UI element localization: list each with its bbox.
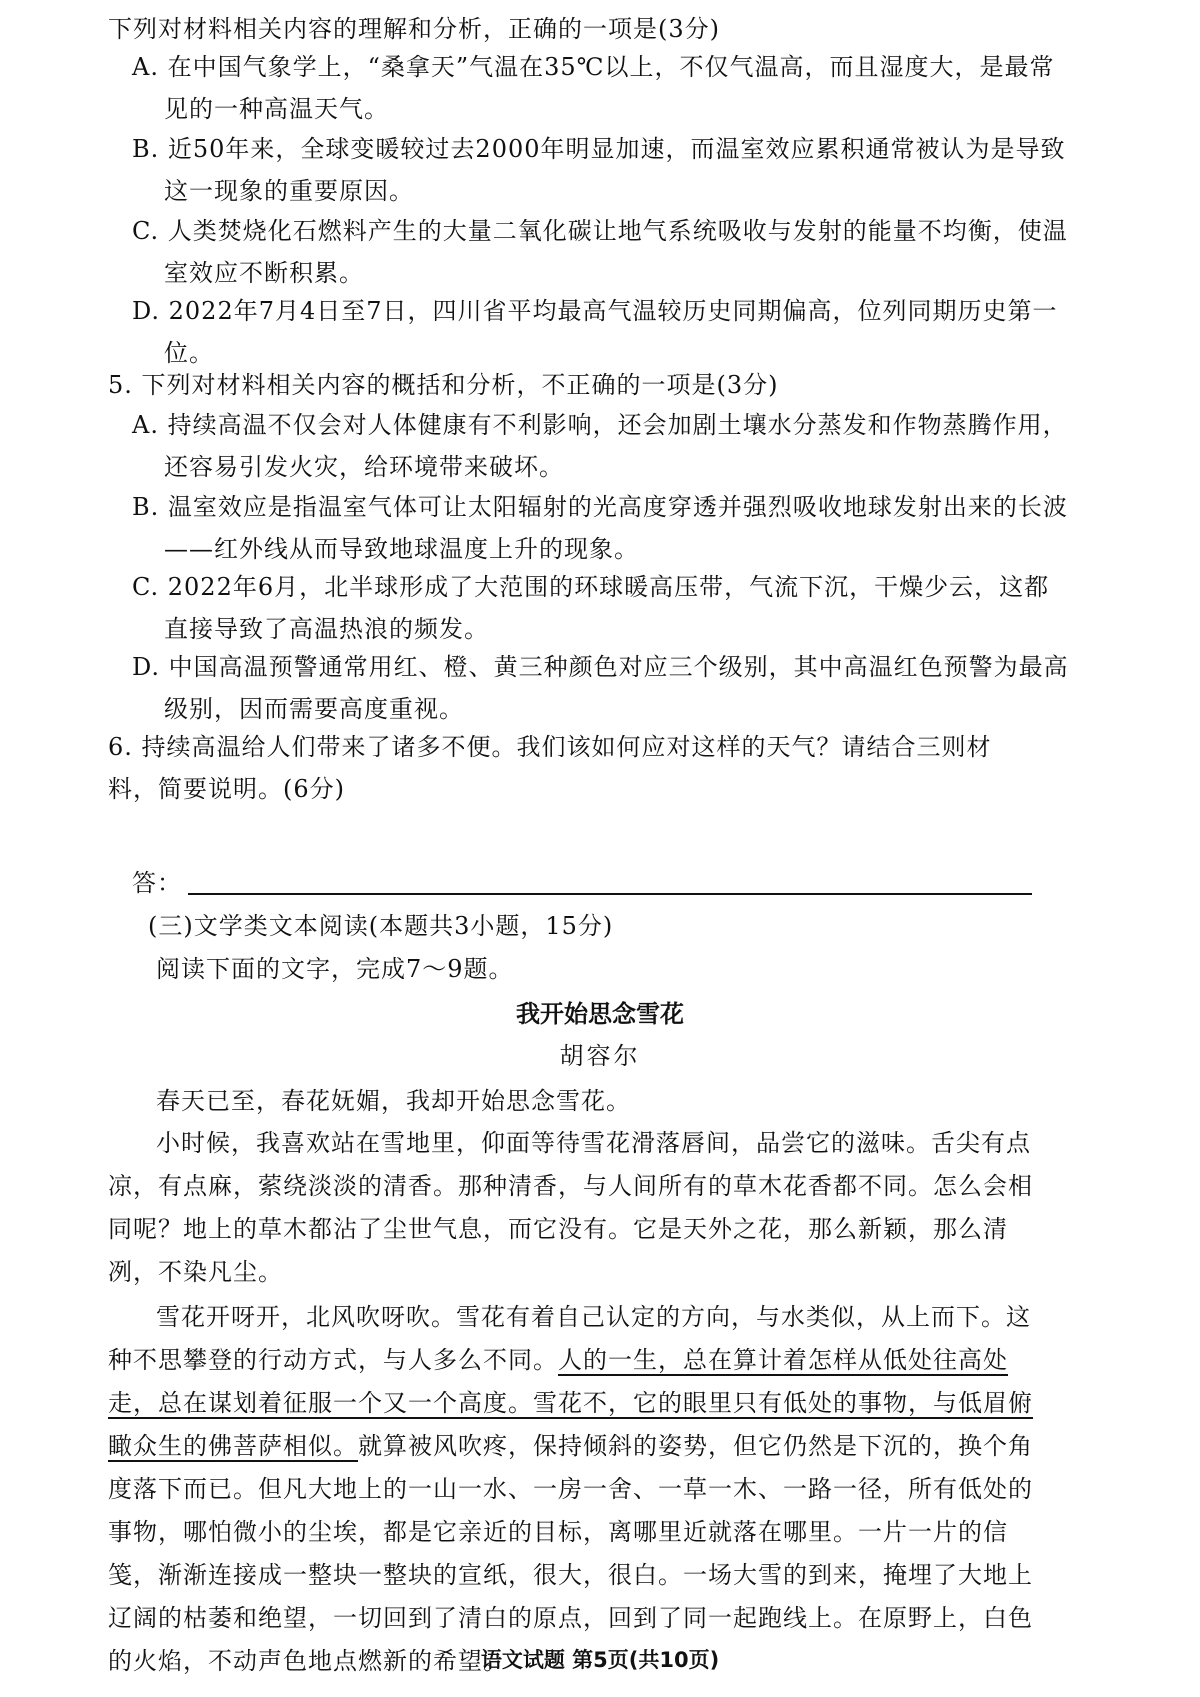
question-5-stem: 5. 下列对材料相关内容的概括和分析，不正确的一项是(3分) — [108, 371, 779, 399]
section-3-heading: (三)文学类文本阅读(本题共3小题，15分) — [148, 912, 614, 940]
underlined-sentence: 人的一生，总在算计着怎样从低处往高处走，总在谋划着征服一个又一个高度。雪花不，它的眼里只有低处的事物，与低眉俯瞰众生的佛菩萨相似。 — [108, 1346, 1033, 1460]
page-footer: 语文试题 第5页(共10页) — [480, 1648, 720, 1672]
question-5-option-a: A. 持续高温不仅会对人体健康有不利影响，还会加剧土壤水分蒸发和作物蒸腾作用，还容易引发火灾，给环境带来破坏。 — [132, 411, 1068, 481]
question-5-option-c: C. 2022年6月，北半球形成了大范围的环球暖高压带，气流下沉，干燥少云，这都直接导致了高温热浪的频发。 — [132, 573, 1050, 643]
question-6-stem: 6. 持续高温给人们带来了诸多不便。我们该如何应对这样的天气？请结合三则材料，简要说明。(6分) — [108, 733, 992, 803]
question-6-answer-area[interactable] — [132, 862, 1032, 904]
essay-paragraph-2: 小时候，我喜欢站在雪地里，仰面等待雪花滑落唇间，品尝它的滋味。舌尖有点凉，有点麻，萦绕淡淡的清香。那种清香，与人间所有的草木花香都不同。怎么会相同呢？地上的草木都沾了尘世气息，而它没有。它是天外之花，那么新颖，那么清冽，不染凡尘。 — [108, 1129, 1033, 1286]
paragraph-3-text-a: 雪花开呀开，北风吹呀吹。雪花有着自己认定的方向，与水类似，从上而下。这种不思攀登的行动方式，与人多么不同。 — [108, 1303, 1031, 1374]
essay-title: 我开始思念雪花 — [516, 1000, 684, 1028]
question-4-option-c: C. 人类焚烧化石燃料产生的大量二氧化碳让地气系统吸收与发射的能量不均衡，使温室效应不断积累。 — [132, 217, 1068, 287]
question-5-option-b: B. 温室效应是指温室气体可让太阳辐射的光高度穿透并强烈吸收地球发射出来的长波——红外线从而导致地球温度上升的现象。 — [132, 493, 1068, 563]
question-5-option-d: D. 中国高温预警通常用红、橙、黄三种颜色对应三个级别，其中高温红色预警为最高级别，因而需要高度重视。 — [132, 653, 1069, 723]
paragraph-3-text-b: 就算被风吹疼，保持倾斜的姿势，但它仍然是下沉的，换个角度落下而已。但凡大地上的一山一水、一房一舍、一草一木、一路一径，所有低处的事物，哪怕微小的尘埃，都是它亲近的目标，离哪里近就落在哪里。一片一片的信笺，渐渐连接成一整块一整块的宣纸，很大，很白。一场大雪的到来，掩埋了大地上辽阔的枯萎和绝望，一切回到了清白的原点，回到了同一起跑线上。在原野上，白色的火焰，不动声色地点燃新的希望。 — [108, 1432, 1033, 1675]
essay-paragraph-1: 春天已至，春花妩媚，我却开始思念雪花。 — [156, 1087, 631, 1115]
answer-line[interactable] — [188, 871, 1032, 895]
section-3-instruction: 阅读下面的文字，完成7～9题。 — [156, 955, 514, 983]
question-4-option-a: A. 在中国气象学上，“桑拿天”气温在35℃以上，不仅气温高，而且湿度大，是最常见的一种高温天气。 — [132, 53, 1055, 123]
answer-label: 答： — [132, 869, 182, 897]
essay-author: 胡容尔 — [559, 1042, 641, 1070]
question-4-option-b: B. 近50年来，全球变暖较过去2000年明显加速，而温室效应累积通常被认为是导致这一现象的重要原因。 — [132, 135, 1066, 205]
essay-paragraph-3 — [108, 1296, 1038, 1683]
question-4-option-d: D. 2022年7月4日至7日，四川省平均最高气温较历史同期偏高，位列同期历史第一位。 — [132, 297, 1058, 367]
question-4-stem: 下列对材料相关内容的理解和分析，正确的一项是(3分) — [108, 15, 720, 43]
